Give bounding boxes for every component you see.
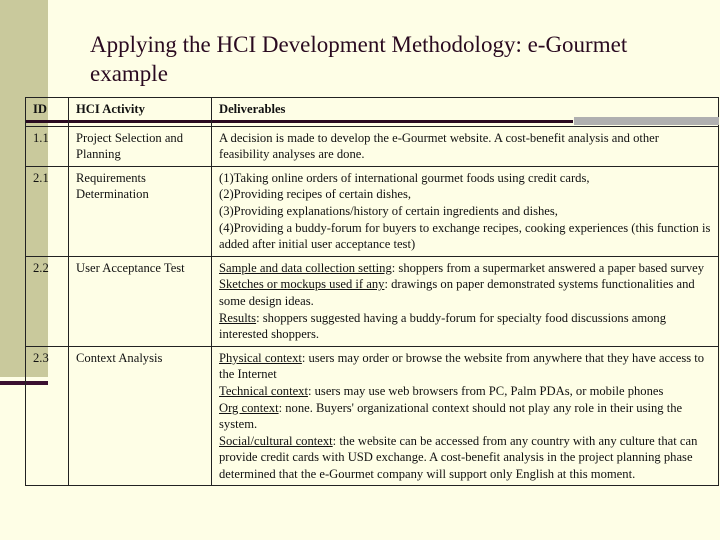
item-text: : drawings on paper demonstrated systems functionalities and some design ideas. bbox=[219, 277, 695, 308]
row-deliverables bbox=[212, 166, 719, 256]
item-label: Sketches or mockups used if any bbox=[219, 277, 385, 292]
table-row bbox=[26, 126, 719, 166]
item-label: Org context bbox=[219, 400, 279, 415]
item-text: : shoppers suggested having a buddy-forum for specialty food discussions among interested shoppers. bbox=[219, 310, 667, 342]
item-label: Results bbox=[219, 310, 257, 325]
row-deliverables bbox=[212, 256, 719, 346]
deliverable-line: A decision is made to develop the e-Gourmet website. A cost-benefit analysis and other feasibility analyses are done. bbox=[219, 130, 659, 162]
deliverable-item bbox=[219, 433, 711, 483]
deliverable-item bbox=[219, 400, 711, 433]
row-deliverables bbox=[212, 126, 719, 166]
table-row bbox=[26, 256, 719, 346]
item-label: Social/cultural context bbox=[219, 433, 333, 448]
item-text: : shoppers from a supermarket answered a paper based survey bbox=[391, 260, 705, 275]
item-label: Sample and data collection setting bbox=[219, 260, 392, 275]
item-text: : users may order or browse the website from anywhere that they have access to the Internet bbox=[219, 350, 705, 382]
row-activity: User Acceptance Test bbox=[69, 256, 212, 346]
header-id: ID bbox=[26, 98, 69, 127]
table-row bbox=[26, 166, 719, 256]
deliverable-line: (3)Providing explanations/history of certain ingredients and dishes, bbox=[219, 203, 558, 218]
deliverable-item bbox=[219, 310, 711, 343]
deliverable-item bbox=[219, 276, 711, 309]
row-id: 2.3 bbox=[26, 346, 69, 486]
row-id: 2.1 bbox=[26, 166, 69, 256]
deliverable-line: (1)Taking online orders of international gourmet foods using credit cards, bbox=[219, 170, 590, 185]
row-id: 2.2 bbox=[26, 256, 69, 346]
row-activity: Requirements Determination bbox=[69, 166, 212, 256]
item-text: : users may use web browsers from PC, Palm PDAs, or mobile phones bbox=[307, 383, 664, 398]
row-id: 1.1 bbox=[26, 126, 69, 166]
deliverable-item bbox=[219, 350, 711, 383]
table-row bbox=[26, 346, 719, 486]
deliverable-item bbox=[219, 383, 711, 400]
header-activity: HCI Activity bbox=[69, 98, 212, 127]
slide-title: Applying the HCI Development Methodology: e-Gourmet example bbox=[90, 32, 628, 86]
row-activity: Context Analysis bbox=[69, 346, 212, 486]
row-activity: Project Selection and Planning bbox=[69, 126, 212, 166]
deliverable-item bbox=[219, 260, 711, 277]
item-text: : none. Buyers' organizational context should not play any role in their using the system. bbox=[219, 400, 683, 432]
item-label: Physical context bbox=[219, 350, 302, 365]
row-deliverables bbox=[212, 346, 719, 486]
deliverable-line: (2)Providing recipes of certain dishes, bbox=[219, 187, 411, 202]
deliverable-line: (4)Providing a buddy-forum for buyers to exchange recipes, cooking experiences (this function is added after initial user acceptance test) bbox=[219, 220, 711, 252]
table-header-row bbox=[26, 98, 719, 127]
methodology-table bbox=[25, 97, 719, 486]
item-text: : the website can be accessed from any country with any culture that can provide credit cards with USD exchange. A cost-benefit analysis in the project planning phase determined that the e-Gourmet company will support only English at this moment. bbox=[219, 433, 698, 481]
item-label: Technical context bbox=[219, 383, 308, 398]
header-deliverables: Deliverables bbox=[212, 98, 719, 127]
